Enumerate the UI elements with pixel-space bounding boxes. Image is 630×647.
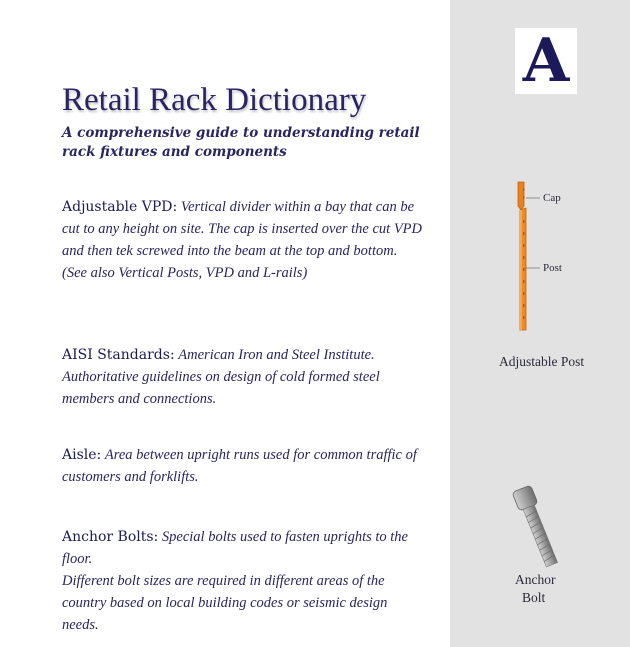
anchor-bolt-caption-line2: Bolt xyxy=(522,590,546,605)
entry-definition: American Iron and Steel Institute. Authoritative guidelines on design of cold formed steel members and connections. xyxy=(62,347,380,407)
entry-term: Anchor Bolts: xyxy=(62,529,159,545)
anchor-bolt-illustration xyxy=(505,484,585,574)
entry-anchor-bolts xyxy=(62,526,422,636)
post-label: Post xyxy=(543,262,562,274)
entry-adjustable-vpd xyxy=(62,196,422,284)
section-letter-box xyxy=(515,28,577,94)
adjustable-post-caption: Adjustable Post xyxy=(499,354,585,369)
entry-term: Adjustable VPD: xyxy=(62,199,178,215)
entry-aisle xyxy=(62,444,422,488)
entry-term: AISI Standards: xyxy=(62,347,175,363)
section-letter: A xyxy=(522,26,570,96)
entry-note: Different bolt sizes are required in different areas of the country based on local building codes or seismic design needs. xyxy=(62,573,388,633)
entry-definition: Special bolts used to fasten uprights to the floor. xyxy=(62,529,408,567)
entry-aisi-standards xyxy=(62,344,422,410)
page-subtitle: A comprehensive guide to understanding retail rack fixtures and components xyxy=(62,125,420,160)
page-title: Retail Rack Dictionary xyxy=(62,82,367,118)
entry-definition: Area between upright runs used for common traffic of customers and forklifts. xyxy=(62,447,417,485)
entry-term: Aisle: xyxy=(62,447,102,463)
adjustable-post-illustration xyxy=(510,180,550,340)
entry-definition: Vertical divider within a bay that can be cut to any height on site. The cap is inserted over the cut VPD and then tek screwed into the beam at the top and bottom. xyxy=(62,199,423,259)
cap-label: Cap xyxy=(543,192,561,204)
entry-note: (See also Vertical Posts, VPD and L-rails) xyxy=(62,265,308,281)
anchor-bolt-caption-line1: Anchor xyxy=(515,572,556,587)
